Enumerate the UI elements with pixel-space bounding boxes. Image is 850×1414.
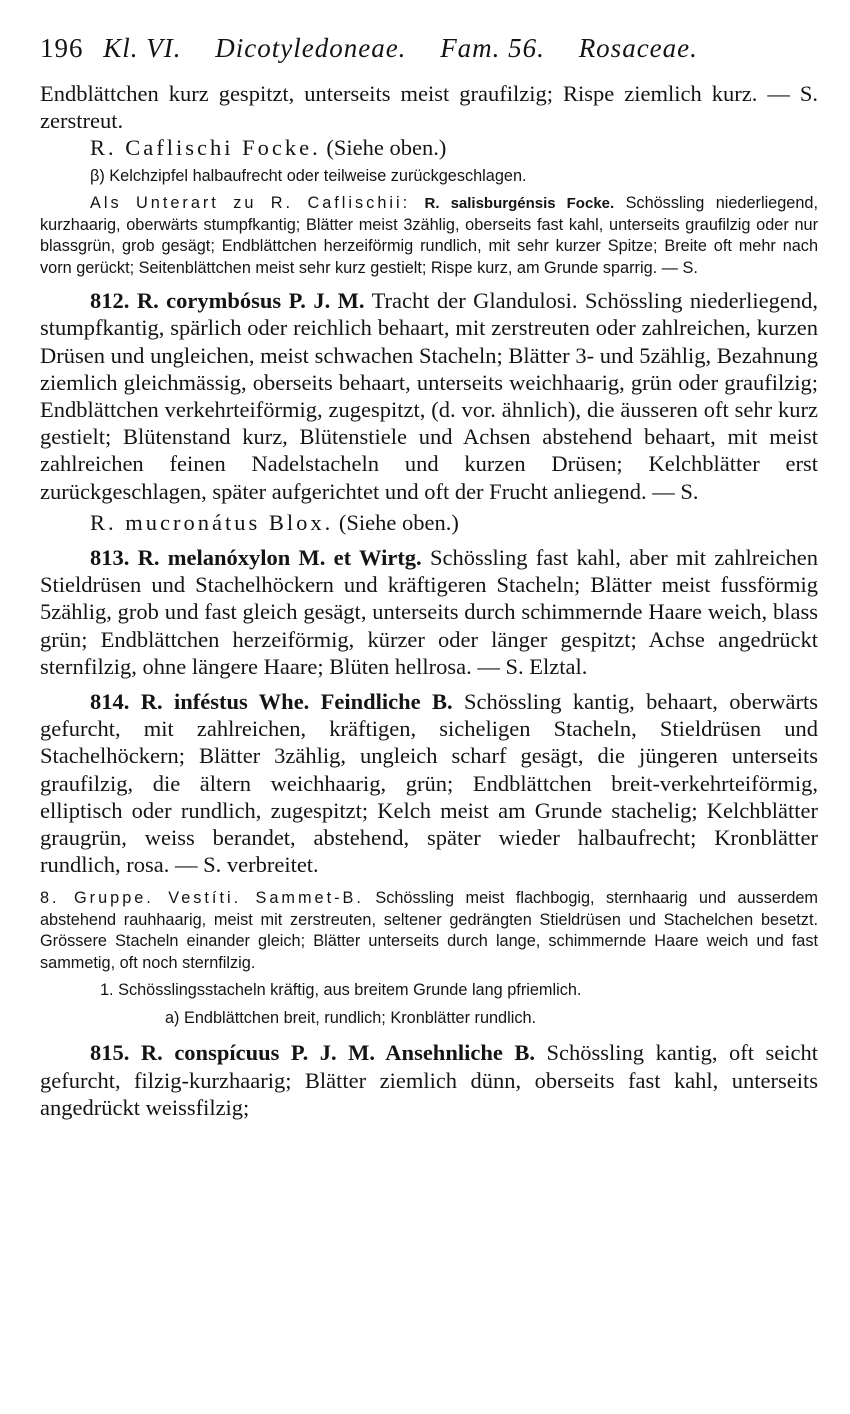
- family-name: Rosaceae.: [578, 33, 698, 63]
- key-item-1: 1. Schösslingsstacheln kräftig, aus breitem Grunde lang pfriemlich.: [100, 981, 582, 1000]
- species-entry-812: [40, 287, 818, 505]
- taxon-name: R. conspícuus P. J. M. Ansehnliche B.: [129, 1040, 535, 1066]
- subclass-label: Dicotyledoneae.: [215, 33, 407, 63]
- cross-reference-note: (Siehe oben.): [333, 509, 459, 535]
- cross-reference-mucronatus: [40, 509, 818, 536]
- subspecies-lead: Als Unterart zu R. Caflischii:: [90, 194, 425, 213]
- taxon-name: R. inféstus Whe. Feindliche B.: [129, 688, 453, 714]
- entry-number: 813.: [90, 544, 130, 570]
- key-item-a: a) Endblättchen breit, rundlich; Kronblätter rundlich.: [165, 1008, 537, 1027]
- taxon-name: R. melanóxylon M. et Wirtg.: [129, 544, 422, 570]
- paragraph-continuation: Endblättchen kurz gespitzt, unterseits meist graufilzig; Rispe ziemlich kurz. — S. zerstreut.: [40, 81, 818, 134]
- entry-number: 814.: [90, 688, 130, 714]
- entry-description: Schössling kantig, oft seicht gefurcht, filzig-kurzhaarig; Blätter ziemlich dünn, oberseits fast kahl, unterseits angedrückt weissfilzig;: [40, 1040, 818, 1120]
- group-heading-vestiti: [40, 888, 818, 974]
- entry-description: Schössling fast kahl, aber mit zahlreichen Stieldrüsen und Stachelhöckern und kräftigeren Stacheln; Blätter meist fussförmig 5zählig, grob und fast gleich gesägt, unterseits durch schimmernde Haare weich, blass grün; Endblättchen herzeiförmig, kürzer oder länger gespitzt; Achse angedrückt sternfilzig, ohne längere Haare; Blüten hellrosa. — S. Elztal.: [40, 544, 819, 679]
- book-page: [40, 28, 818, 1121]
- species-entry-815: [40, 1039, 818, 1121]
- taxon-name: R. salisburgénsis Focke.: [424, 195, 615, 213]
- entry-description: Schössling niederliegend, kurzhaarig, oberwärts stumpfkantig; Blätter meist 3zählig, oberseits fast kahl, unterseits graufilzig oder nur blassgrün, grob gesägt; Endblättchen herzeiförmig rundlich, mit sehr kurzer Spitze; Breite oft mehr nach vorn gerückt; Seitenblättchen meist sehr kurz gestielt; Rispe kurz, am Grunde sparrig. — S.: [40, 194, 818, 277]
- subspecies-salisburgensis: [40, 193, 818, 279]
- entry-description: Schössling kantig, behaart, oberwärts gefurcht, mit zahlreichen, kräftigen, sicheligen Stacheln, Stieldrüsen und Stachelhöckern; Blätter 3zählig, ungleich scharf gesägt, die jüngeren unterseits graufilzig, die ältern weichhaarig, grün; Endblättchen breit-verkehrteiförmig, elliptisch oder rundlich, zugespitzt; Kelch meist am Grunde stachelig; Kelchblätter graugrün, weiss berandet, abstehend, später wieder halbaufrecht; Kronblätter rundlich, rosa. — S. verbreitet.: [40, 688, 819, 878]
- family-label: Fam. 56.: [440, 33, 545, 63]
- species-entry-814: [40, 688, 818, 878]
- entry-number: 815.: [90, 1040, 130, 1066]
- taxon-name: R. corymbósus P. J. M.: [129, 288, 365, 314]
- group-lead: 8. Gruppe. Vestíti. Sammet-B.: [40, 889, 364, 908]
- entry-description: Tracht der Glandulosi. Schössling niederliegend, stumpfkantig, spärlich oder reichlich behaart, mit zerstreuten oder zahlreichen, kurzen Drüsen und ungleichen, meist schwachen Stacheln; Blätter 3- und 5zählig, Bezahnung ziemlich gleichmässig, oberseits behaart, unterseits weichhaarig, grün oder graufilzig; Endblättchen verkehrteiförmig, zugespitzt, (d. vor. ähnlich), die äusseren oft sehr kurz gestielt; Blütenstand kurz, Blütenstiele und Achsen abstehend behaart, mit meist zahlreichen feinen Nadelstacheln und kurzen Drüsen; Kelchblätter erst zurückgeschlagen, später aufgerichtet und oft der Frucht anliegend. — S.: [40, 288, 818, 504]
- running-header: [40, 28, 818, 80]
- class-label: Kl. VI.: [103, 33, 182, 63]
- cross-reference-note: (Siehe oben.): [320, 135, 447, 161]
- species-entry-813: [40, 544, 818, 680]
- taxon-name: R. mucronátus Blox.: [90, 509, 334, 535]
- entry-number: 812.: [90, 288, 130, 314]
- page-number: 196: [40, 33, 84, 63]
- sub-key-beta: β) Kelchzipfel halbaufrecht oder teilweise zurückgeschlagen.: [90, 166, 527, 185]
- taxon-name: R. Caflischi Focke.: [90, 135, 321, 161]
- group-description: Schössling meist flachbogig, sternhaarig und ausserdem abstehend rauhhaarig, meist mit zerstreuten, seltener gedrängten Stieldrüsen und Stachelchen besetzt. Grössere Stacheln einander gleich; Blätter unterseits durch lange, schimmernde Haare weich und fast sammetig, oft noch sternfilzig.: [40, 889, 818, 972]
- cross-reference-caflischi: [40, 134, 818, 161]
